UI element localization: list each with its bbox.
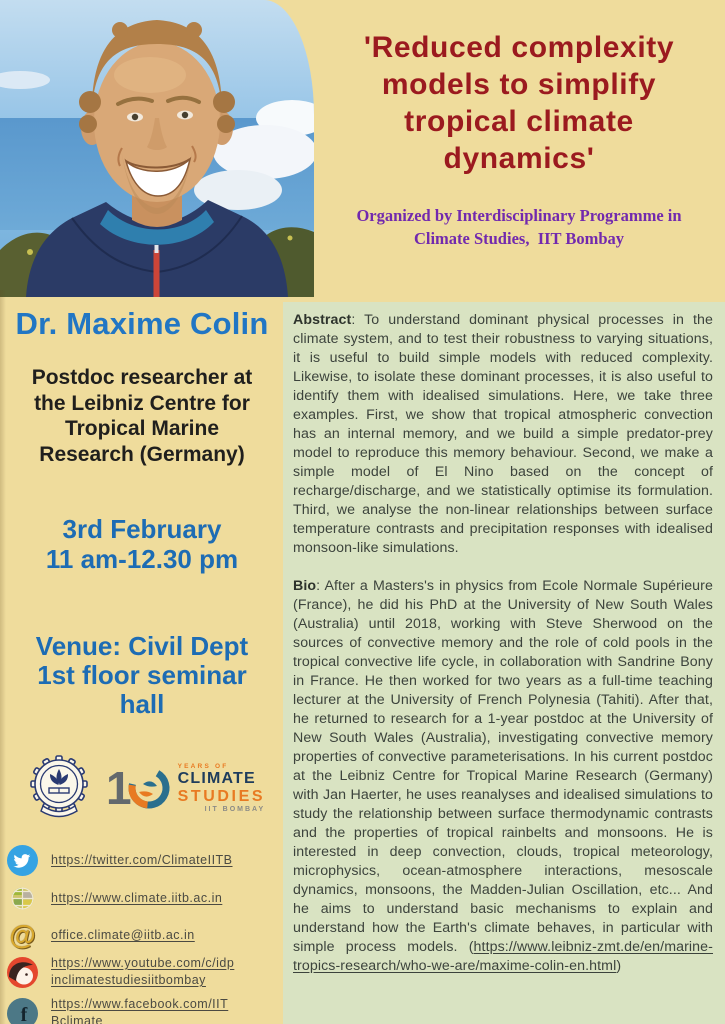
climate-logo-iit-bombay: IIT BOMBAY xyxy=(204,805,266,813)
facebook-icon xyxy=(7,998,38,1024)
speaker-photo-illustration xyxy=(0,0,314,297)
speaker-photo xyxy=(0,0,314,297)
abstract-bio-panel xyxy=(283,302,725,1024)
seminar-title-line: models to simplify xyxy=(381,68,657,101)
organizer-text xyxy=(318,204,720,250)
event-date: 3rd February xyxy=(62,514,222,544)
event-datetime xyxy=(0,514,284,574)
event-time: 11 am-12.30 pm xyxy=(45,544,239,574)
climate-logo-swirl-icon xyxy=(125,764,173,812)
social-link-text[interactable] xyxy=(51,852,233,869)
globe-icon xyxy=(7,883,38,914)
social-link-line: https://www.youtube.com/c/idp xyxy=(51,956,235,970)
social-link-email[interactable] xyxy=(7,920,272,951)
youtube-channel-avatar-icon xyxy=(7,957,38,988)
event-venue xyxy=(0,632,284,719)
social-link-line: Bclimate xyxy=(51,1014,103,1024)
social-link-line: office.climate@iitb.ac.in xyxy=(51,928,195,942)
climate-logo-text xyxy=(178,763,266,814)
climate-studies-10-years-logo xyxy=(106,763,265,814)
social-link-facebook[interactable] xyxy=(7,996,272,1024)
bio-link[interactable]: https://www.leibniz-zmt.de/en/marine-tropics-research/who-we-are/maxime-colin-en.html xyxy=(293,939,713,974)
abstract-label: Abstract xyxy=(293,312,352,328)
venue-line: hall xyxy=(119,689,165,719)
bio-paragraph xyxy=(293,577,713,976)
abstract-paragraph xyxy=(293,311,713,558)
svg-text:f: f xyxy=(20,1003,28,1024)
climate-logo-climate: CLIMATE xyxy=(177,769,256,787)
social-link-twitter[interactable] xyxy=(7,845,272,876)
bio-label: Bio xyxy=(293,578,317,594)
iit-bombay-logo xyxy=(26,753,92,823)
seminar-title-line: 'Reduced complexity xyxy=(363,31,675,64)
social-link-text[interactable] xyxy=(51,996,228,1024)
social-link-line: https://www.climate.iitb.ac.in xyxy=(51,891,223,905)
organizer-line: Organized by Interdisciplinary Programme in xyxy=(356,206,682,225)
venue-line: 1st floor seminar xyxy=(37,660,247,690)
social-links xyxy=(7,845,272,1024)
social-link-youtube[interactable] xyxy=(7,955,272,989)
climate-logo-studies: STUDIES xyxy=(177,787,266,805)
affiliation-line: Postdoc researcher at xyxy=(31,366,253,389)
affiliation-line: Research (Germany) xyxy=(39,442,245,466)
social-link-website[interactable] xyxy=(7,883,272,914)
social-link-text[interactable] xyxy=(51,955,234,989)
affiliation-line: the Leibniz Centre for xyxy=(34,391,250,415)
climate-logo-digit: 1 xyxy=(106,762,132,814)
logos-row xyxy=(26,752,266,824)
bio-text: : After a Masters's in physics from Ecole Normale Supérieure (France), he did his PhD at the University of New South Wales (Australia) until 2018, working with Steve Sherwood on the sources of convective memory and the role of cold pools in the tropical convective life cycle, in collaboration with Sandrine Bony in France. He then worked for two years as a full-time teaching lecturer at the University of French Polynesia (Tahiti). After that, he returned to research for a 1-year postdoc at the University of New South Wales (Australia), investigating convective memory properties of convective parameterisations. In his current postdoc at the Leibniz Centre for Tropical Marine Research (Germany) with Jan Haerter, he uses reanalyses and idealised simulations to study the relationship between surface thermodynamic contrasts and the properties of tropical rainbelts and monsoons. He is interested in deep convection, clouds, tropical meteorology, microphysics, ocean-atmosphere interactions, mesoscale dynamics, monsoons, the Madden-Julian Oscillation, etc... And he aims to understand basic mechanisms to explain and understand how the Earth's climate behaves, in particular with simple process models. ( xyxy=(293,578,713,955)
speaker-name: Dr. Maxime Colin xyxy=(15,306,269,341)
affiliation-line: Tropical Marine xyxy=(64,417,220,440)
twitter-icon xyxy=(7,845,38,876)
social-link-line: inclimatestudiesiitbombay xyxy=(51,973,206,987)
social-link-text[interactable] xyxy=(51,927,195,944)
seminar-title-line: dynamics' xyxy=(443,142,595,175)
bio-text-suffix: ) xyxy=(616,958,622,974)
email-at-icon: @ xyxy=(9,920,36,950)
social-link-line: https://twitter.com/ClimateIITB xyxy=(51,853,233,867)
abstract-text: : To understand dominant physical processes in the climate system, and to test their robustness to varying situations, it is useful to build simple models with reduced complexity. Likewise, to isolate these dominant processes, it is also useful to identify them with idealised simulations. Here, we take three examples. First, we show that tropical atmospheric convection has an internal memory, and we build a simple predator-prey model to reproduce this memory behaviour. Second, we make a simple model of El Nino based on the concept of recharge/discharge, and we statistically optimise its formulation. Third, we analyse the non-linear relationships between surface temperature contrasts and precipitation responses with idealised monsoon-like simulations. xyxy=(293,312,713,556)
organizer-line: Climate Studies, IIT Bombay xyxy=(413,229,625,248)
venue-line: Venue: Civil Dept xyxy=(35,631,249,661)
seminar-title xyxy=(320,29,718,177)
social-link-text[interactable] xyxy=(51,890,222,907)
speaker-affiliation xyxy=(0,365,284,467)
seminar-title-line: tropical climate xyxy=(404,105,634,138)
climate-logo-years-of: YEARS OF xyxy=(177,762,229,770)
social-link-line: https://www.facebook.com/IIT xyxy=(51,997,229,1011)
